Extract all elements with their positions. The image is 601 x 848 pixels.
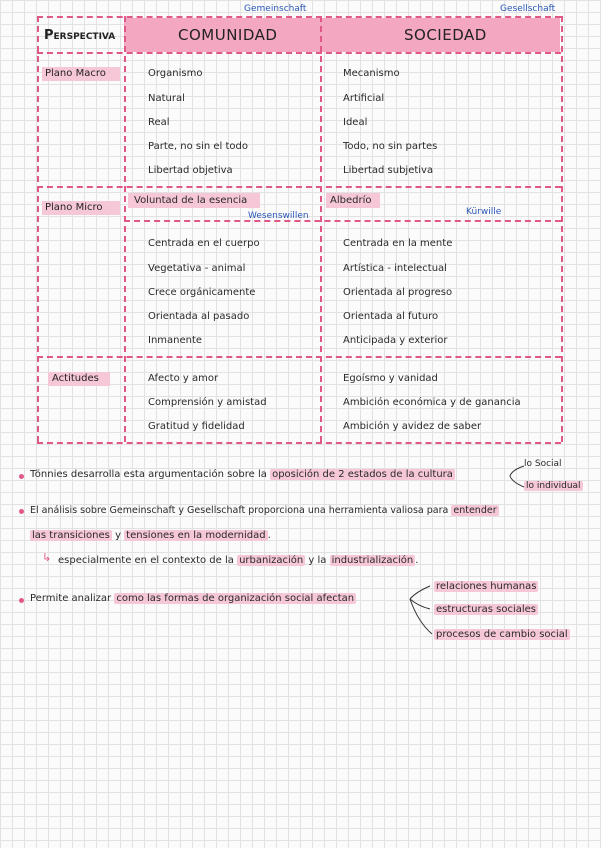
header-perspectiva: Perspectiva: [44, 28, 116, 43]
row-label-macro: Plano Macro: [45, 68, 106, 79]
micro-col2-title-de: Kürwille: [466, 207, 502, 217]
note-1-highlight: oposición de 2 estados de la cultura: [272, 469, 453, 480]
note-2-highlight-tensiones: tensiones en la modernidad: [126, 530, 266, 541]
note-2-text-y: y: [111, 530, 125, 541]
row-label-actitudes: Actitudes: [52, 373, 99, 384]
micro-col1-item: Vegetativa - animal: [148, 263, 246, 274]
note-2-highlight-entender: entender: [453, 505, 497, 516]
attitudes-col2-item: Egoísmo y vanidad: [343, 373, 438, 384]
micro-col2-item: Orientada al futuro: [343, 311, 439, 322]
brace-note-3-bottom: [410, 599, 432, 634]
note-2-text-end: .: [267, 530, 271, 541]
note-1-text: Tönnies desarrolla esta argumentación sobre la: [30, 469, 271, 480]
note-3-branch-procesos: procesos de cambio social: [436, 629, 568, 640]
note-2-highlight-industrializacion: industrialización: [331, 555, 414, 566]
note-1-branch-social: lo Social: [524, 459, 562, 469]
macro-col1-item: Organismo: [148, 68, 203, 79]
note-2-highlight-urbanizacion: urbanización: [239, 555, 304, 566]
note-2-text-a: El análisis sobre Gemeinschaft y Gesellschaft proporciona una herramienta valiosa para: [30, 505, 452, 516]
label-gemeinschaft: Gemeinschaft: [244, 4, 307, 14]
macro-col2-item: Libertad subjetiva: [343, 165, 434, 176]
attitudes-col2-item: Ambición y avidez de saber: [343, 421, 482, 432]
label-gesellschaft: Gesellschaft: [500, 4, 556, 14]
attitudes-col1-item: Comprensión y amistad: [148, 397, 267, 408]
note-2-sub-text-c: y la: [305, 555, 330, 566]
macro-col1-item: Parte, no sin el todo: [148, 141, 249, 152]
note-2-sub-text-e: .: [415, 555, 419, 566]
header-comunidad: COMUNIDAD: [178, 26, 278, 44]
micro-col1-item: Crece orgánicamente: [148, 287, 256, 298]
micro-col2-title: Albedrío: [330, 195, 372, 206]
macro-col2-item: Todo, no sin partes: [343, 141, 438, 152]
macro-col1-item: Natural: [148, 93, 185, 104]
macro-col1-item: Real: [148, 117, 170, 128]
note-2-sub-text-a: especialmente en el contexto de la: [58, 555, 238, 566]
micro-col2-item: Anticipada y exterior: [343, 335, 448, 346]
brace-note-3-top: [410, 586, 430, 599]
micro-col2-item: Orientada al progreso: [343, 287, 453, 298]
macro-col1-item: Libertad objetiva: [148, 165, 233, 176]
micro-col1-title: Voluntad de la esencia: [134, 195, 248, 206]
header-sociedad: SOCIEDAD: [404, 26, 487, 44]
micro-col1-item: Centrada en el cuerpo: [148, 238, 260, 249]
note-2-highlight-transiciones: las transiciones: [32, 530, 110, 541]
attitudes-col1-item: Gratitud y fidelidad: [148, 421, 245, 432]
micro-col1-item: Orientada al pasado: [148, 311, 250, 322]
micro-col2-item: Artística - intelectual: [343, 263, 447, 274]
note-3-highlight: como las formas de organización social afectan: [116, 593, 355, 604]
note-3-text: Permite analizar: [30, 593, 115, 604]
macro-col2-item: Ideal: [343, 117, 368, 128]
attitudes-col1-item: Afecto y amor: [148, 373, 219, 384]
note-1-branch-individual: lo individual: [526, 481, 581, 491]
row-label-micro: Plano Micro: [45, 202, 103, 213]
attitudes-col2-item: Ambición económica y de ganancia: [343, 397, 521, 408]
micro-col1-item: Inmanente: [148, 335, 203, 346]
note-2-sub-arrow: ↳: [42, 551, 52, 564]
macro-col2-item: Artificial: [343, 93, 385, 104]
brace-note-1: [510, 466, 524, 487]
note-3-branch-relaciones: relaciones humanas: [436, 581, 537, 592]
micro-col1-title-de: Wesenswillen: [248, 211, 309, 221]
micro-col2-item: Centrada en la mente: [343, 238, 453, 249]
macro-col2-item: Mecanismo: [343, 68, 400, 79]
note-3-branch-estructuras: estructuras sociales: [436, 604, 536, 615]
